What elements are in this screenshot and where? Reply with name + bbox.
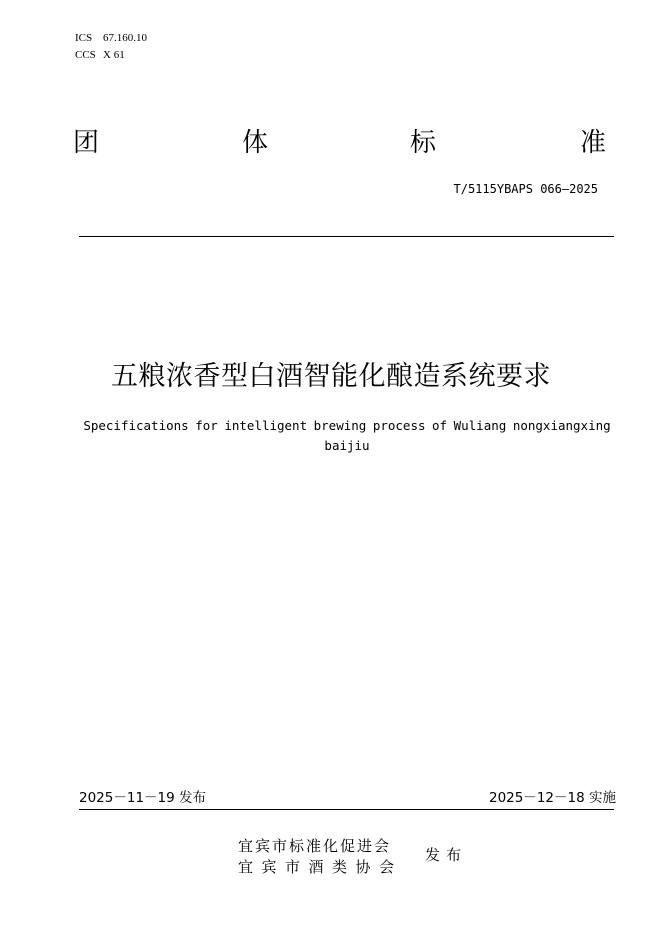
title-chinese: 五粮浓香型白酒智能化酿造系统要求 [111, 361, 551, 392]
issuer-org-2: 宜宾市酒类协会 [238, 858, 403, 876]
ics-line [75, 32, 147, 45]
standard-type-char-2: 体 [242, 128, 269, 158]
issued-label: 发布 [425, 846, 468, 864]
ccs-label: CCS [75, 49, 96, 61]
issuer-org-1: 宜宾市标准化促进会 [238, 837, 392, 855]
title-english: Specifications for intelligent brewing process of Wuliang nongxiangxing baijiu [83, 418, 611, 453]
bottom-divider [79, 809, 614, 810]
top-divider [79, 236, 614, 237]
ics-code: 67.160.10 [103, 32, 147, 44]
standard-type-char-1: 团 [73, 128, 100, 158]
ccs-code: X 61 [103, 49, 125, 61]
implement-date: 2025－12－18 实施 [488, 790, 616, 806]
ics-label: ICS [75, 32, 93, 44]
standard-type-char-3: 标 [410, 128, 437, 158]
ccs-line [75, 49, 125, 62]
standard-number: T/5115YBAPS 066—2025 [453, 182, 598, 196]
standard-type-char-4: 准 [580, 128, 607, 158]
publish-date: 2025－11－19 发布 [79, 790, 207, 806]
